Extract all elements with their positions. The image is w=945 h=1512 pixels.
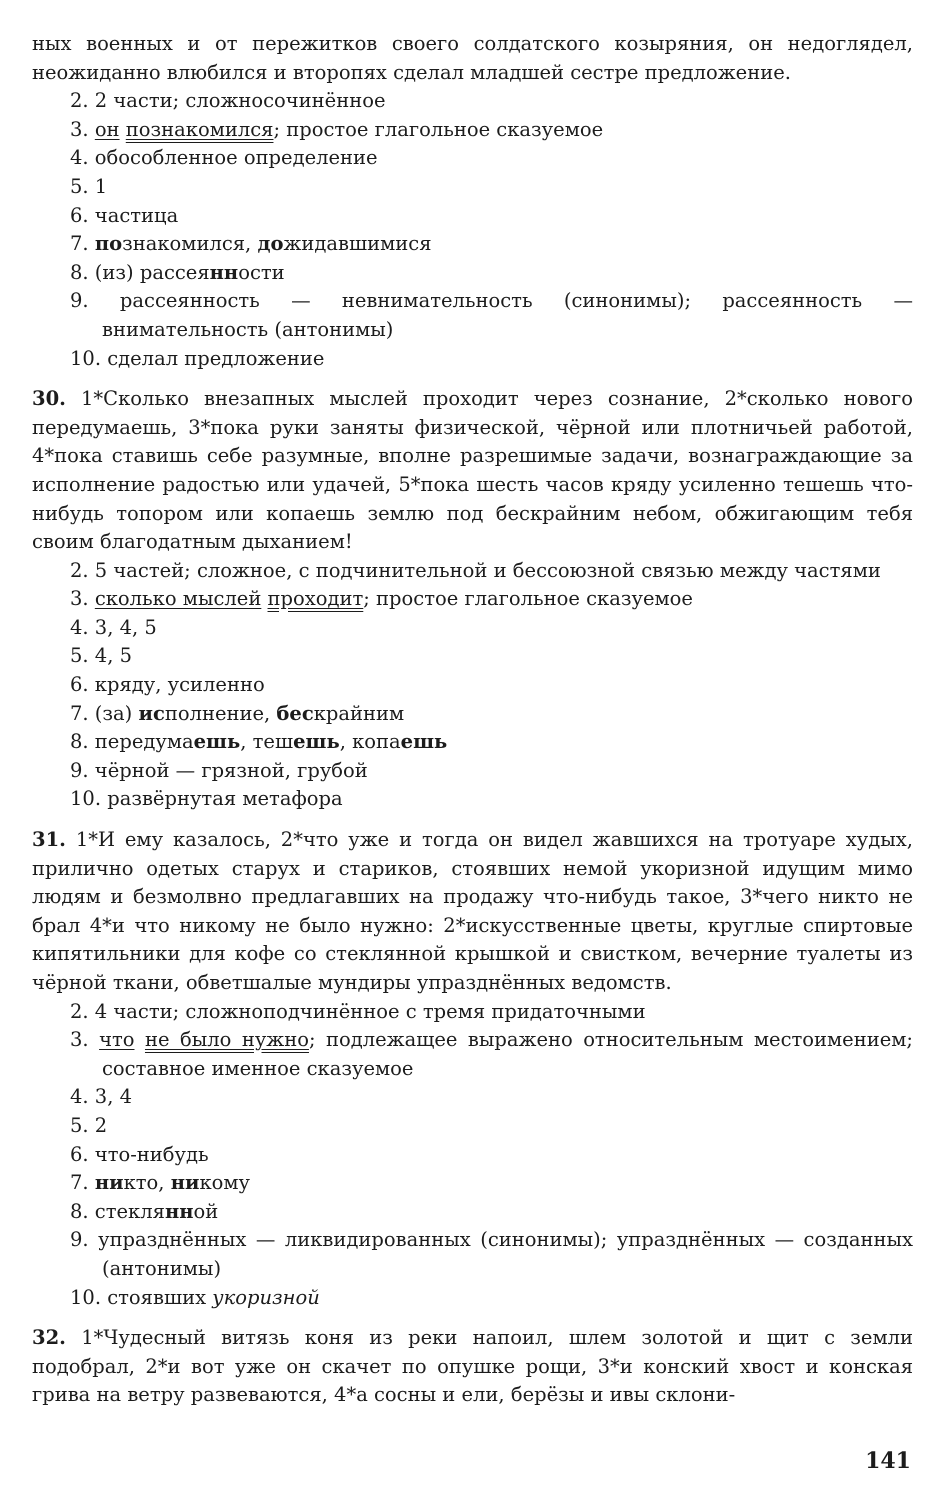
answer-31-8 (32, 1198, 913, 1227)
answer-31-4: 4. 3, 4 (70, 1085, 133, 1109)
subject-underlined: он (94, 117, 120, 141)
item-prefix: 7. (70, 1171, 95, 1195)
item-prefix: 3. (70, 117, 95, 141)
item-prefix: 3. (70, 1028, 100, 1052)
text-fragment: кому (199, 1171, 251, 1195)
exercise-sentence: 1*Сколько внезапных мыслей проходит через сознание, 2*сколько нового передумаешь, 3*пока руки заняты физической, чёрной или плотничьей работой, 4*пока ставишь себе разумные, вполне разрешимые задачи, вознаграждающие за исполнение радостью или удачей, 5*пока шесть часов кряду усиленно тешешь что-нибудь топором или копаешь землю под бескрайним небом, обжигающим тебя своим благодатным дыханием! (32, 387, 913, 554)
exercise-sentence: 1*Чудесный витязь коня из реки напоил, шлем золотой и щит с земли подобрал, 2*и вот уже он скачет по опушке рощи, 3*и конский хвост и конская грива на ветру развеваются, 4*а сосны и ели, берёзы и ивы склони- (32, 1326, 913, 1407)
subject-underlined: что (99, 1028, 135, 1052)
answer-31-5: 5. 2 (70, 1113, 108, 1137)
bold-prefix: ни (94, 1171, 124, 1195)
bold-ending: ешь (193, 730, 241, 754)
item-prefix: 7. (70, 232, 95, 256)
text-fragment: жидавшимися (283, 232, 432, 256)
answer-30-9: 9. чёрной — грязной, грубой (70, 758, 368, 782)
text-fragment: кто, (123, 1171, 171, 1195)
exercise-number: 31. (32, 828, 66, 852)
bold-prefix: ис (138, 701, 165, 725)
text-fragment: знакомился, (122, 232, 258, 256)
exercise-number: 32. (32, 1326, 66, 1350)
exercise-number: 30. (32, 387, 66, 411)
answer-31-2: 2. 4 части; сложноподчинённое с тремя придаточными (70, 999, 646, 1023)
bold-prefix: бес (276, 701, 314, 725)
bold-prefix: до (257, 232, 284, 256)
bold-letters: нн (209, 260, 239, 284)
text-fragment: крайним (313, 701, 405, 725)
answer-30-10: 10. развёрнутая метафора (70, 787, 343, 811)
text-fragment: ой (193, 1199, 219, 1223)
answer-30-2: 2. 5 частей; сложное, с подчинительной и бессоюзной связью между частями (70, 558, 881, 582)
item-prefix: 7. (за) (70, 701, 139, 725)
answer-30-3 (32, 585, 913, 614)
subject-underlined: сколько мыслей (94, 587, 262, 611)
answer-31-9: 9. упразднённых — ликвидированных (синонимы); упразднённых — созданных (антонимы) (70, 1228, 913, 1280)
page-number: 141 (865, 1448, 911, 1474)
answer-29-2: 2. 2 части; сложносочинённое (70, 89, 386, 113)
text-fragment: полнение, (164, 701, 277, 725)
text-fragment: , теш (240, 730, 294, 754)
exercise-32-text (32, 1324, 913, 1410)
bold-prefix: ни (170, 1171, 200, 1195)
answer-29-4: 4. обособленное определение (70, 146, 378, 170)
answer-30-6: 6. кряду, усиленно (70, 673, 265, 697)
bold-letters: нн (164, 1199, 194, 1223)
item-rest: ; простое глагольное сказуемое (363, 587, 693, 611)
item-prefix: 8. (из) рассея (70, 260, 210, 284)
predicate-underlined: проходит (267, 587, 364, 611)
bold-ending: ешь (293, 730, 340, 754)
answer-31-3 (32, 1026, 913, 1083)
space (135, 1028, 145, 1051)
predicate-underlined: познакомился (125, 117, 274, 141)
item-prefix: 8. передума (70, 730, 194, 754)
text-fragment: , копа (339, 730, 401, 754)
answer-29-9: 9. рассеянность — невнимательность (синонимы); рассеянность — внимательность (антонимы) (70, 289, 913, 341)
answer-29-3 (32, 116, 913, 145)
bold-ending: ешь (400, 730, 448, 754)
answer-29-5: 5. 1 (70, 174, 108, 198)
item-prefix: 8. стекля (70, 1199, 165, 1223)
item-prefix: 3. (70, 587, 95, 611)
answer-30-8 (32, 728, 913, 757)
italic-word: укоризной (212, 1285, 320, 1309)
exercise-31-text (32, 826, 913, 998)
bold-prefix: по (94, 232, 123, 256)
answer-30-7 (32, 700, 913, 729)
item-rest: ; простое глагольное сказуемое (273, 117, 604, 141)
answer-29-6: 6. частица (70, 203, 179, 227)
answer-31-7 (32, 1169, 913, 1198)
answer-31-10 (32, 1284, 913, 1313)
answer-29-8 (32, 259, 913, 288)
answer-29-10: 10. сделал предложение (70, 346, 325, 370)
text-fragment: ости (238, 260, 285, 284)
exercise-sentence: 1*И ему казалось, 2*что уже и тогда он видел жавшихся на тротуаре худых, прилично одетых старух и стариков, стоявших немой укоризной идущим мимо людям и безмолвно предлагавших на продажу что-нибудь такое, 3*чего никто не брал 4*и что никому не было нужно: 2*искусственные цветы, круглые спиртовые кипятильники для кофе со стеклянной крышкой и свистком, вечерние туалеты из чёрной ткани, обветшалые мундиры упразднённых ведомств. (32, 828, 913, 994)
item-prefix: 10. стоявших (70, 1285, 213, 1309)
predicate-underlined: не было нужно (144, 1028, 309, 1052)
answer-31-6: 6. что-нибудь (70, 1142, 209, 1166)
exercise-30-text (32, 385, 913, 557)
paragraph-continuation: ных военных и от пережитков своего солдатского козыряния, он недоглядел, неожиданно влюбился и второпях сделал младшей сестре предложение. (32, 32, 913, 84)
item-rest: ; подлежащее выражено относительным местоимением; составное именное сказуемое (102, 1028, 913, 1080)
answer-29-7 (32, 230, 913, 259)
answer-30-4: 4. 3, 4, 5 (70, 615, 157, 639)
answer-30-5: 5. 4, 5 (70, 644, 133, 668)
